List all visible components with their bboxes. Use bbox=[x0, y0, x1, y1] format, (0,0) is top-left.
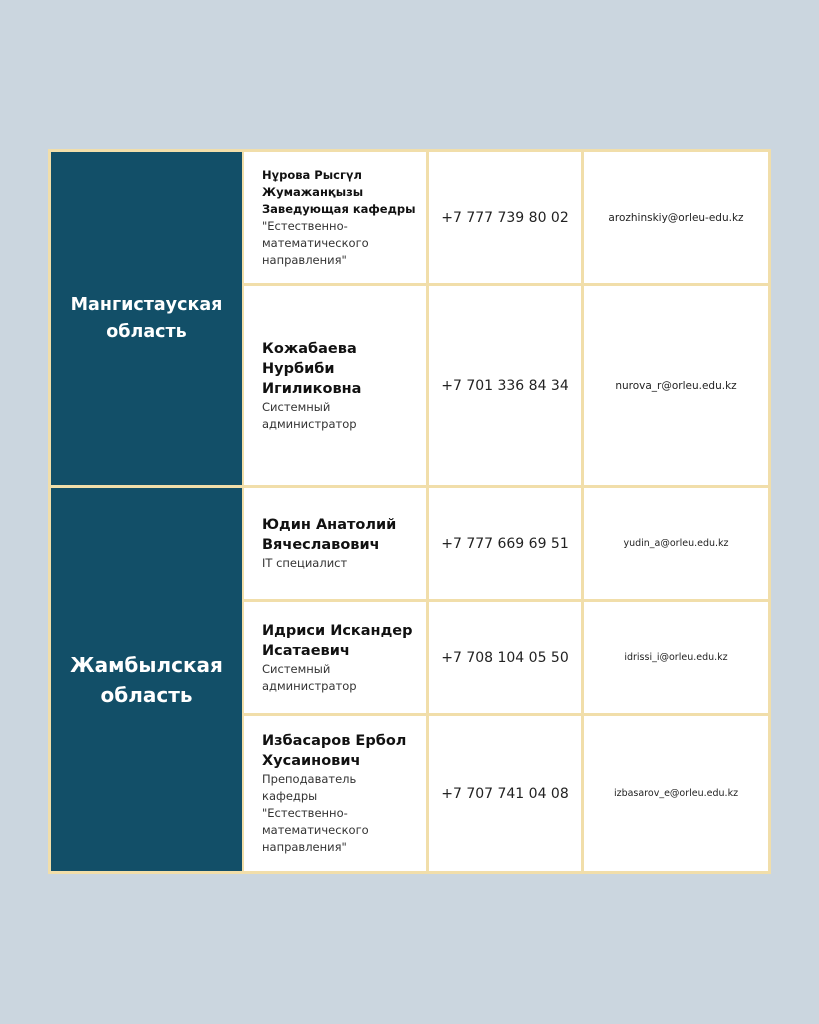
contact-role-line: математического bbox=[262, 235, 369, 250]
contact-role-line: Системный bbox=[262, 661, 331, 676]
contact-email-cell bbox=[584, 488, 768, 599]
contact-role-line: администратор bbox=[262, 416, 357, 431]
contact-name-line: Вячеславович bbox=[262, 537, 380, 553]
contacts-table bbox=[48, 149, 771, 874]
contact-role-line: Преподаватель bbox=[262, 772, 357, 786]
contact-name bbox=[262, 731, 426, 771]
contact-email-cell bbox=[584, 602, 768, 713]
contact-name-line: Игиликовна bbox=[262, 380, 362, 397]
contact-name-line: Жумажанқызы bbox=[262, 184, 364, 199]
contact-role-line: IT специалист bbox=[262, 556, 348, 570]
contact-role-line: Системный bbox=[262, 399, 331, 414]
contact-role-line: направления" bbox=[262, 252, 347, 267]
contact-name bbox=[262, 621, 426, 661]
region-label-line: область bbox=[106, 321, 187, 342]
region-label bbox=[71, 292, 223, 346]
contact-email[interactable]: izbasarov_e@orleu.edu.kz bbox=[613, 788, 739, 799]
contact-name-line: Нурбиби bbox=[262, 360, 335, 377]
contact-name-line: Хусаинович bbox=[262, 753, 361, 769]
contact-name-line: Юдин Анатолий bbox=[262, 517, 397, 533]
contact-email[interactable]: arozhinskiy@orleu-edu.kz bbox=[608, 211, 744, 224]
contact-phone-cell bbox=[429, 286, 581, 485]
contact-role bbox=[262, 555, 426, 572]
contact-email-cell bbox=[584, 286, 768, 485]
contact-name-cell bbox=[244, 716, 426, 871]
contact-role-line: "Естественно- bbox=[262, 806, 348, 820]
contact-name-line: Кожабаева bbox=[262, 340, 357, 357]
contact-phone[interactable]: +7 707 741 04 08 bbox=[441, 785, 569, 802]
contact-role-line: кафедры bbox=[262, 789, 318, 803]
contact-name bbox=[262, 167, 426, 218]
contact-role-line: "Естественно- bbox=[262, 218, 348, 233]
contact-email[interactable]: nurova_r@orleu.edu.kz bbox=[615, 379, 737, 392]
region-label bbox=[70, 650, 223, 710]
contact-phone[interactable]: +7 701 336 84 34 bbox=[441, 377, 569, 394]
contact-name-cell bbox=[244, 602, 426, 713]
contact-email-cell bbox=[584, 152, 768, 283]
contact-name-cell bbox=[244, 286, 426, 485]
region-cell-zhambyl bbox=[51, 488, 242, 871]
contact-role bbox=[262, 399, 426, 433]
contact-phone[interactable]: +7 708 104 05 50 bbox=[441, 649, 569, 666]
contact-name bbox=[262, 515, 426, 555]
contact-phone-cell bbox=[429, 152, 581, 283]
contact-role bbox=[262, 661, 426, 695]
contact-role bbox=[262, 218, 426, 269]
region-label-line: область bbox=[100, 682, 193, 707]
region-label-line: Жамбылская bbox=[70, 652, 223, 677]
region-label-line: Мангистауская bbox=[70, 294, 223, 315]
contact-phone-cell bbox=[429, 716, 581, 871]
contact-email[interactable]: yudin_a@orleu.edu.kz bbox=[623, 538, 729, 549]
contact-name bbox=[262, 339, 426, 399]
contact-name-line: Избасаров Ербол bbox=[262, 733, 407, 749]
contact-role bbox=[262, 771, 426, 856]
contact-role-line: математического bbox=[262, 823, 369, 837]
contact-name-line: Заведующая кафедры bbox=[262, 201, 416, 216]
contact-role-line: направления" bbox=[262, 840, 347, 854]
contact-email[interactable]: idrissi_i@orleu.edu.kz bbox=[624, 652, 728, 663]
contact-phone[interactable]: +7 777 739 80 02 bbox=[441, 209, 569, 226]
contact-role-line: администратор bbox=[262, 678, 357, 693]
contact-name-cell bbox=[244, 488, 426, 599]
region-cell-mangistau bbox=[51, 152, 242, 485]
contact-name-line: Исатаевич bbox=[262, 642, 350, 659]
contact-name-line: Нұрова Рысгүл bbox=[262, 167, 362, 182]
contact-name-line: Идриси Искандер bbox=[262, 622, 413, 639]
contact-phone-cell bbox=[429, 602, 581, 713]
contact-name-cell bbox=[244, 152, 426, 283]
contact-phone[interactable]: +7 777 669 69 51 bbox=[441, 535, 569, 552]
contact-email-cell bbox=[584, 716, 768, 871]
contact-phone-cell bbox=[429, 488, 581, 599]
